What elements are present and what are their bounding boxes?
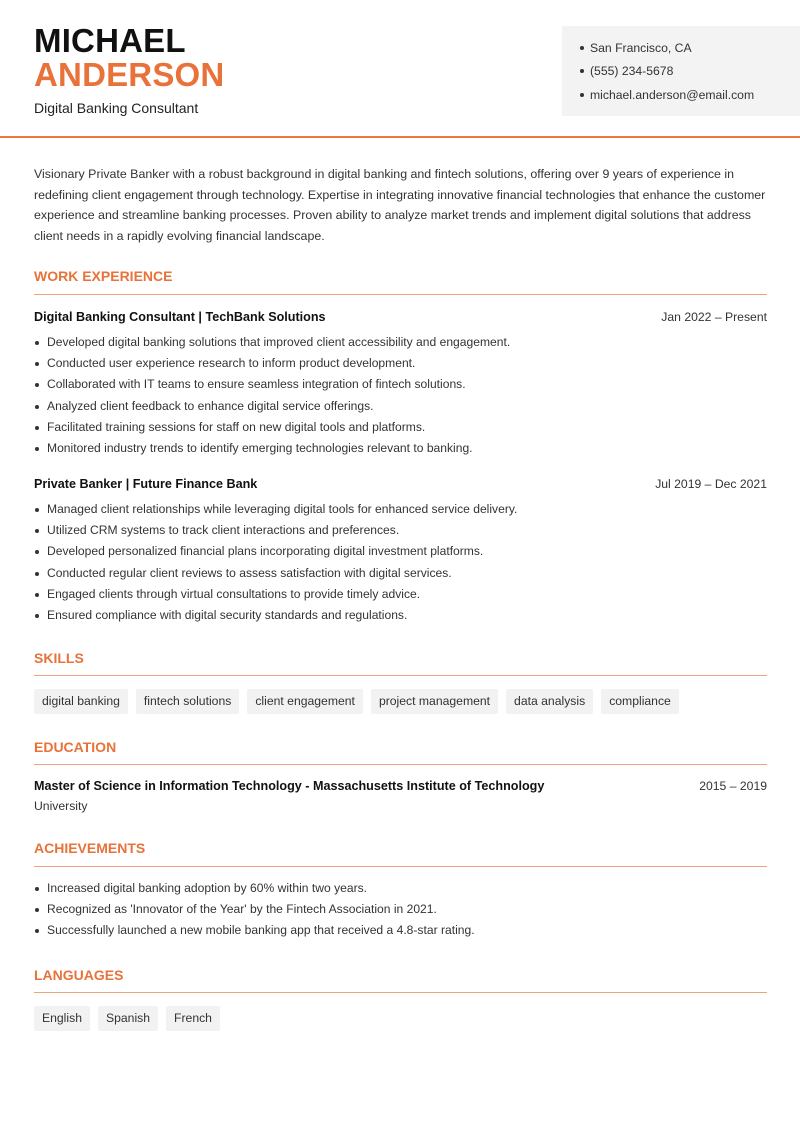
job-header: [34, 477, 767, 491]
list-item: Developed digital banking solutions that improved client accessibility and engagement.: [34, 332, 767, 353]
contact-email[interactable]: [580, 87, 754, 103]
job-dates: Jul 2019 – Dec 2021: [655, 477, 767, 491]
skill-tag: client engagement: [247, 689, 363, 714]
section-divider: [34, 866, 767, 867]
achievements-list: [34, 878, 767, 942]
job-header: [34, 310, 767, 324]
language-tag: French: [166, 1006, 220, 1031]
language-tag: Spanish: [98, 1006, 158, 1031]
list-item: Ensured compliance with digital security standards and regulations.: [34, 605, 767, 626]
education-entry: [34, 779, 767, 793]
language-tag: English: [34, 1006, 90, 1031]
education-degree: Master of Science in Information Technology - Massachusetts Institute of Technology: [34, 779, 545, 793]
list-item: Collaborated with IT teams to ensure seamless integration of fintech solutions.: [34, 374, 767, 395]
list-item: Monitored industry trends to identify emerging technologies relevant to banking.: [34, 438, 767, 459]
contact-phone: [580, 63, 673, 79]
language-tags: [34, 1006, 220, 1031]
section-divider: [34, 992, 767, 993]
skill-tag: digital banking: [34, 689, 128, 714]
skills-tags: [34, 689, 679, 714]
list-item: Analyzed client feedback to enhance digital service offerings.: [34, 396, 767, 417]
skill-tag: fintech solutions: [136, 689, 239, 714]
contact-email-text[interactable]: michael.anderson@email.com: [590, 88, 755, 102]
job-title: Digital Banking Consultant: [34, 100, 199, 116]
section-title-work: WORK EXPERIENCE: [34, 268, 173, 284]
skill-tag: project management: [371, 689, 498, 714]
bullet-icon: [580, 69, 584, 73]
list-item: Engaged clients through virtual consultations to provide timely advice.: [34, 584, 767, 605]
summary: Visionary Private Banker with a robust background in digital banking and fintech solutions, offering over 9 years of experience in redefining client engagement through technology. Expertise in integrating innovative financial technologies that enhance the customer experience and streamline banking processes. Proven ability to analyze market trends and implement digital solutions that address client needs in a rapidly evolving financial landscape.: [34, 167, 766, 244]
section-title-achievements: ACHIEVEMENTS: [34, 840, 146, 856]
job-bullets: [34, 499, 767, 626]
contact-box: [562, 26, 800, 116]
list-item: Successfully launched a new mobile banking app that received a 4.8-star rating.: [34, 920, 767, 941]
section-title-skills: SKILLS: [34, 650, 84, 666]
section-divider: [34, 294, 767, 295]
list-item: Conducted regular client reviews to assess satisfaction with digital services.: [34, 563, 767, 584]
skill-tag: data analysis: [506, 689, 593, 714]
section-divider: [34, 675, 767, 676]
education-dates: 2015 – 2019: [699, 779, 767, 793]
list-item: Facilitated training sessions for staff on new digital tools and platforms.: [34, 417, 767, 438]
contact-phone-text: (555) 234-5678: [590, 64, 674, 78]
contact-location: [580, 40, 692, 56]
list-item: Developed personalized financial plans incorporating digital investment platforms.: [34, 541, 767, 562]
contact-location-text: San Francisco, CA: [590, 41, 692, 55]
first-name: MICHAEL: [34, 22, 186, 59]
list-item: Increased digital banking adoption by 60% within two years.: [34, 878, 767, 899]
job-role: Private Banker | Future Finance Bank: [34, 477, 258, 491]
bullet-icon: [580, 93, 584, 97]
section-divider: [34, 764, 767, 765]
last-name: ANDERSON: [34, 56, 225, 93]
list-item: Recognized as 'Innovator of the Year' by the Fintech Association in 2021.: [34, 899, 767, 920]
job-dates: Jan 2022 – Present: [661, 310, 767, 324]
education-institution-type: University: [34, 799, 88, 813]
list-item: Utilized CRM systems to track client interactions and preferences.: [34, 520, 767, 541]
list-item: Conducted user experience research to inform product development.: [34, 353, 767, 374]
bullet-icon: [580, 46, 584, 50]
job-role: Digital Banking Consultant | TechBank Solutions: [34, 310, 326, 324]
section-title-languages: LANGUAGES: [34, 967, 124, 983]
resume-header: [0, 0, 800, 138]
job-bullets: [34, 332, 767, 459]
section-title-education: EDUCATION: [34, 739, 117, 755]
list-item: Managed client relationships while leveraging digital tools for enhanced service delivery.: [34, 499, 767, 520]
skill-tag: compliance: [601, 689, 679, 714]
